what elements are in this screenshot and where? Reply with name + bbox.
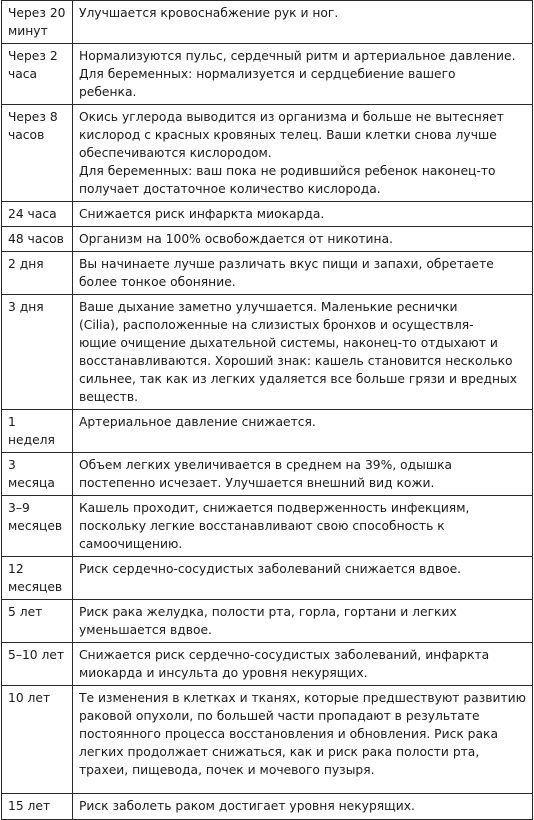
recovery-timeline-table (1, 0, 533, 820)
effect-line: ребенка. (78, 85, 137, 99)
effect-cell (72, 295, 532, 410)
table-row (2, 252, 533, 295)
effect-line: Риск сердечно-сосудистых заболеваний снижается вдвое. (78, 562, 462, 576)
effect-line: постоянного процесса восстановления и обновления. Риск рака (78, 727, 498, 741)
effect-line: Нормализуются пульс, сердечный ритм и артериальное давление. (78, 49, 516, 63)
table-row (2, 227, 533, 252)
effect-line: сильнее, так как из легких удаляется все больше грязи и вредных (78, 372, 518, 386)
effect-line: получает достаточное количество кислорода. (78, 182, 381, 196)
period-cell: 2 дня (2, 252, 73, 295)
table-row (2, 686, 533, 794)
effect-cell (72, 252, 532, 295)
effect-cell (72, 643, 532, 686)
table-row (2, 794, 533, 820)
period-cell: 12 месяцев (2, 557, 73, 600)
period-cell: 3 дня (2, 295, 73, 410)
effect-line: Вы начинаете лучше различать вкус пищи и запахи, обретаете (78, 257, 494, 271)
table-row (2, 496, 533, 557)
effect-cell (72, 496, 532, 557)
table-row (2, 202, 533, 227)
effect-line: веществ. (78, 390, 138, 404)
table-row (2, 1, 533, 44)
table-row (2, 643, 533, 686)
effect-line: Те изменения в клетках и тканях, которые предшествуют развитию (78, 691, 526, 705)
effect-line: Кашель проходит, снижается подверженность инфекциям, (78, 501, 470, 515)
effect-cell (72, 600, 532, 643)
period-cell: 15 лет (2, 794, 73, 820)
effect-cell (72, 686, 532, 794)
period-cell: 48 часов (2, 227, 73, 252)
period-cell: 3–9 месяцев (2, 496, 73, 557)
period-cell: 24 часа (2, 202, 73, 227)
effect-line: Окись углерода выводится из организма и больше не вытесняет (78, 110, 504, 124)
effect-line: уменьшается вдвое. (78, 623, 212, 637)
effect-cell (72, 44, 532, 105)
effect-cell (72, 227, 532, 252)
table-row (2, 295, 533, 410)
period-cell: Через 2 часа (2, 44, 73, 105)
effect-cell (72, 105, 532, 202)
effect-line: Улучшается кровоснабжение рук и ног. (78, 6, 339, 20)
effect-line: Риск заболеть раком достигает уровня некурящих. (78, 799, 415, 813)
effect-line: легких продолжает снижаться, как и риск рака полости рта, (78, 745, 480, 759)
effect-line: постепенно исчезает. Улучшается внешний вид кожи. (78, 476, 435, 490)
table-body (2, 1, 533, 820)
effect-line: восстанавливаются. Хороший знак: кашель становится несколько (78, 354, 513, 368)
effect-line: поскольку легкие восстанавливают свою способность к (78, 519, 445, 533)
effect-cell (72, 557, 532, 600)
period-cell: 3 месяца (2, 453, 73, 496)
effect-line: Артериальное давление снижается. (78, 415, 316, 429)
effect-line: миокарда и инсульта до уровня некурящих. (78, 666, 368, 680)
effect-line: раковой опухоли, по большей части пропадают в результате (78, 709, 480, 723)
effect-line: ющие очищение дыхательной системы, наконец-то отдыхают и (78, 336, 498, 350)
effect-line: самоочищению. (78, 537, 183, 551)
effect-line: кислород с красных кровяных телец. Ваши клетки снова лучше (78, 128, 497, 142)
period-cell: Через 8 часов (2, 105, 73, 202)
effect-cell (72, 202, 532, 227)
table-row (2, 105, 533, 202)
table-row (2, 44, 533, 105)
period-cell: 5–10 лет (2, 643, 73, 686)
effect-line: трахеи, пищевода, почек и мочевого пузыря. (78, 763, 375, 777)
effect-line: Риск рака желудка, полости рта, горла, гортани и легких (78, 605, 457, 619)
effect-line: Для беременных: нормализуется и сердцебиение вашего (78, 67, 456, 81)
effect-line: Организм на 100% освобождается от никотина. (78, 232, 394, 246)
table-row (2, 453, 533, 496)
effect-cell (72, 794, 532, 820)
table-row (2, 557, 533, 600)
effect-line: (Cilia), расположенные на слизистых бронхов и осуществля- (78, 318, 474, 332)
period-cell: Через 20 минут (2, 1, 73, 44)
effect-line: Снижается риск сердечно-сосудистых заболеваний, инфаркта (78, 648, 490, 662)
effect-cell (72, 410, 532, 453)
effect-line: Объем легких увеличивается в среднем на 39%, одышка (78, 458, 453, 472)
effect-cell (72, 453, 532, 496)
period-cell: 1 неделя (2, 410, 73, 453)
effect-line: Снижается риск инфаркта миокарда. (78, 207, 325, 221)
effect-line: обеспечиваются кислородом. (78, 146, 272, 160)
period-cell: 10 лет (2, 686, 73, 794)
period-cell: 5 лет (2, 600, 73, 643)
effect-line: более тонкое обоняние. (78, 275, 236, 289)
effect-line: Для беременных: ваш пока не родившийся ребенок наконец-то (78, 164, 496, 178)
table-row (2, 600, 533, 643)
effect-line: Ваше дыхание заметно улучшается. Маленькие реснички (78, 300, 458, 314)
table-row (2, 410, 533, 453)
effect-cell (72, 1, 532, 44)
